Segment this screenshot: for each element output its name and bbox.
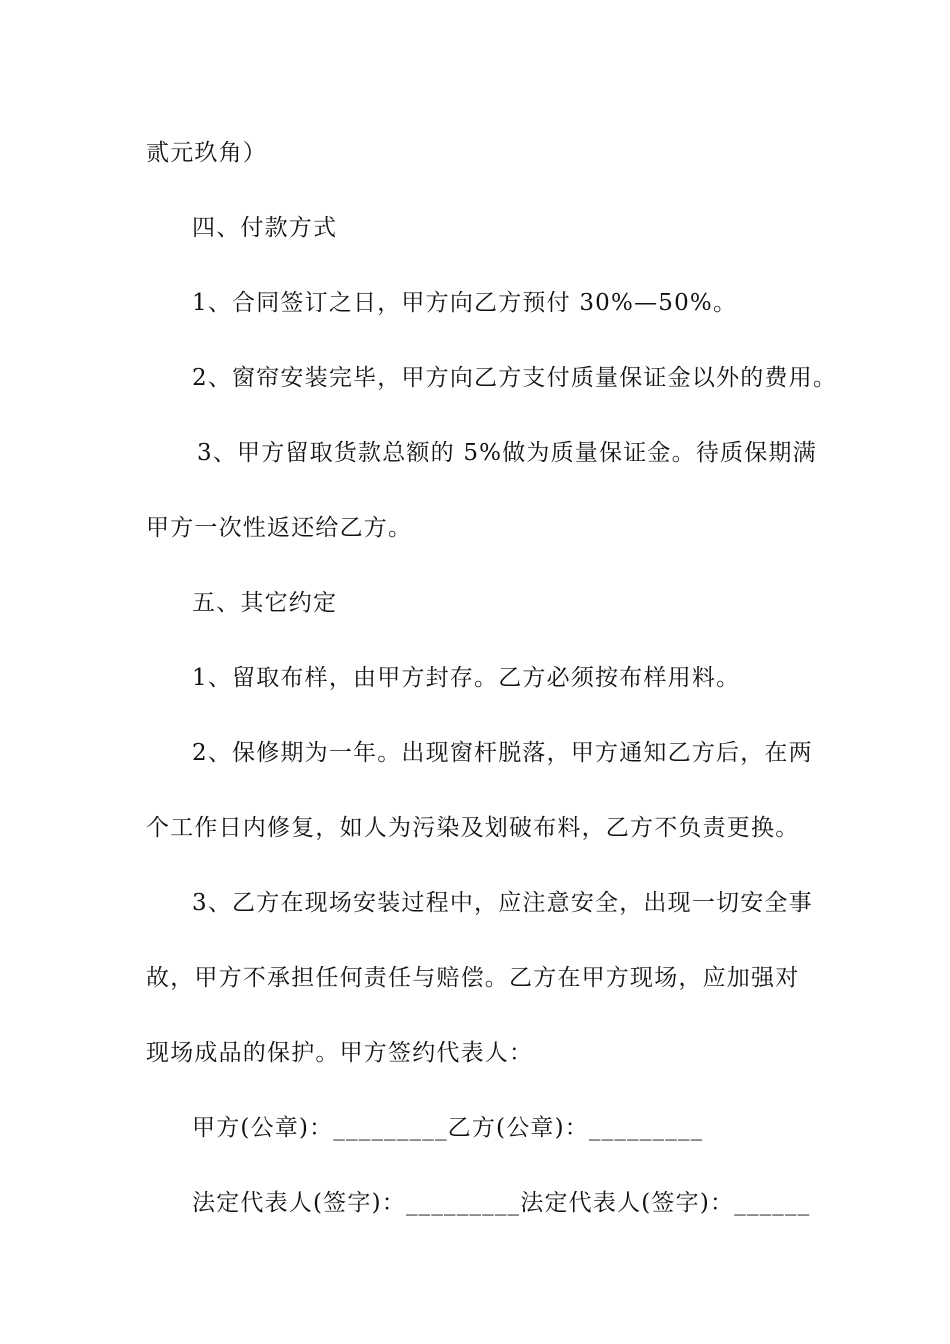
text-line-8: 1、留取布样，由甲方封存。乙方必须按布样用料。 [192, 665, 741, 691]
signature-line-seal: 甲方(公章)：_________乙方(公章)：_________ [192, 1115, 704, 1141]
text-line-4: 2、窗帘安装完毕，甲方向乙方支付质量保证金以外的费用。 [192, 365, 838, 391]
text-line-12: 故，甲方不承担任何责任与赔偿。乙方在甲方现场，应加强对 [146, 965, 800, 991]
text-line-13: 现场成品的保护。甲方签约代表人： [146, 1040, 534, 1066]
text-line-9: 2、保修期为一年。出现窗杆脱落，甲方通知乙方后，在两 [192, 740, 813, 766]
text-line-11: 3、乙方在现场安装过程中，应注意安全，出现一切安全事 [192, 890, 813, 916]
section-heading-other: 五、其它约定 [192, 590, 338, 616]
text-line-1: 贰元玖角） [146, 140, 267, 166]
text-line-3: 1、合同签订之日，甲方向乙方预付 30%—50%。 [192, 290, 738, 316]
text-line-5: 3、甲方留取货款总额的 5%做为质量保证金。待质保期满 [197, 440, 817, 466]
text-line-10: 个工作日内修复，如人为污染及划破布料，乙方不负责更换。 [146, 815, 800, 841]
signature-line-representative: 法定代表人(签字)：_________法定代表人(签字)：______ [192, 1190, 811, 1216]
section-heading-payment: 四、付款方式 [192, 215, 338, 241]
text-line-6: 甲方一次性返还给乙方。 [146, 515, 413, 541]
